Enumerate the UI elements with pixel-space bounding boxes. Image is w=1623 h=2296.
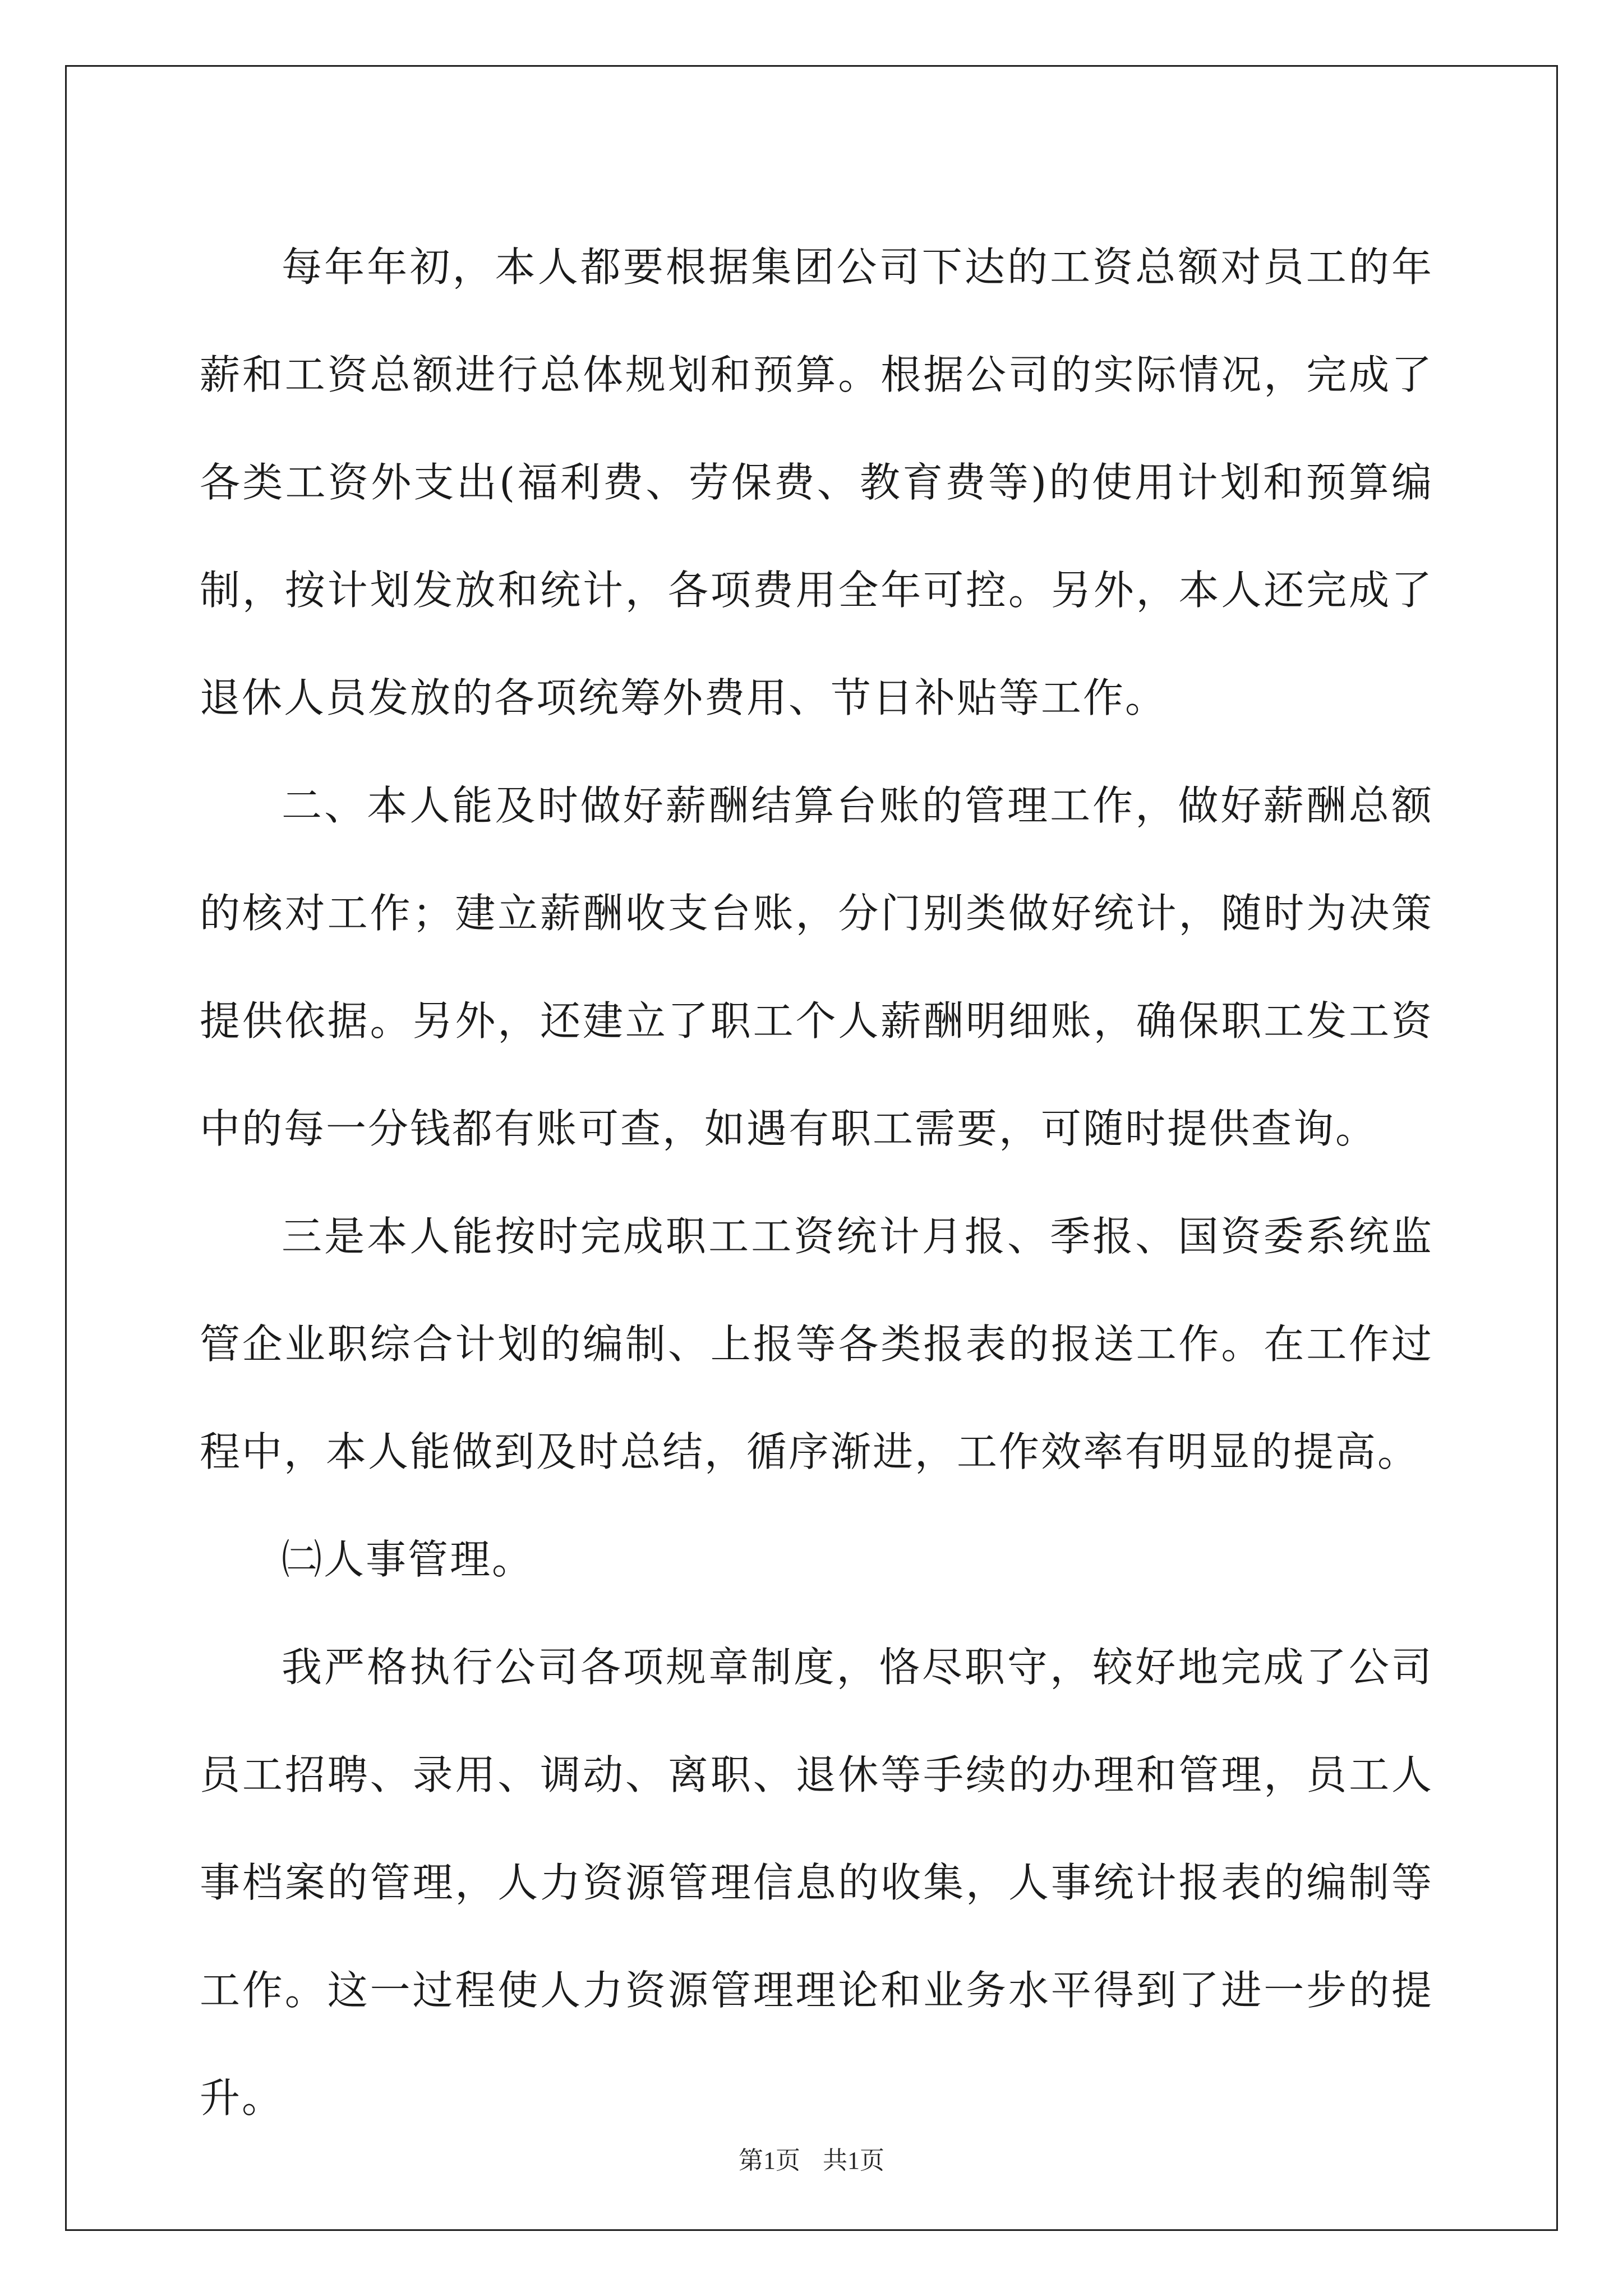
paragraph-personnel-management: 我严格执行公司各项规章制度，恪尽职守，较好地完成了公司员工招聘、录用、调动、离职、退休等手续的办理和管理，员工人事档案的管理，人力资源管理信息的收集，人事统计报表的编制等工作。这一过程使人力资源管理理论和业务水平得到了进一步的提升。	[200, 1644, 1433, 2122]
page-footer	[0, 2144, 1623, 2178]
paragraph-statistics-reports: 三是本人能按时完成职工工资统计月报、季报、国资委系统监管企业职综合计划的编制、上报等各类报表的报送工作。在工作过程中，本人能做到及时总结，循序渐进，工作效率有明显的提高。	[200, 1213, 1433, 1475]
page-number: 第1页	[739, 2147, 800, 2174]
page-total: 共1页	[823, 2147, 884, 2174]
paragraph-salary-ledger: 二、本人能及时做好薪酬结算台账的管理工作，做好薪酬总额的核对工作；建立薪酬收支台账，分门别类做好统计，随时为决策提供依据。另外，还建立了职工个人薪酬明细账，确保职工发工资中的每一分钱都有账可查，如遇有职工需要，可随时提供查询。	[200, 782, 1433, 1152]
section-heading-personnel: ㈡人事管理。	[282, 1536, 534, 1583]
document-body	[200, 213, 1433, 2152]
paragraph-salary-budget: 每年年初，本人都要根据集团公司下达的工资总额对员工的年薪和工资总额进行总体规划和预算。根据公司的实际情况，完成了各类工资外支出(福利费、劳保费、教育费等)的使用计划和预算编制，按计划发放和统计，各项费用全年可控。另外，本人还完成了退休人员发放的各项统筹外费用、节日补贴等工作。	[200, 243, 1433, 721]
